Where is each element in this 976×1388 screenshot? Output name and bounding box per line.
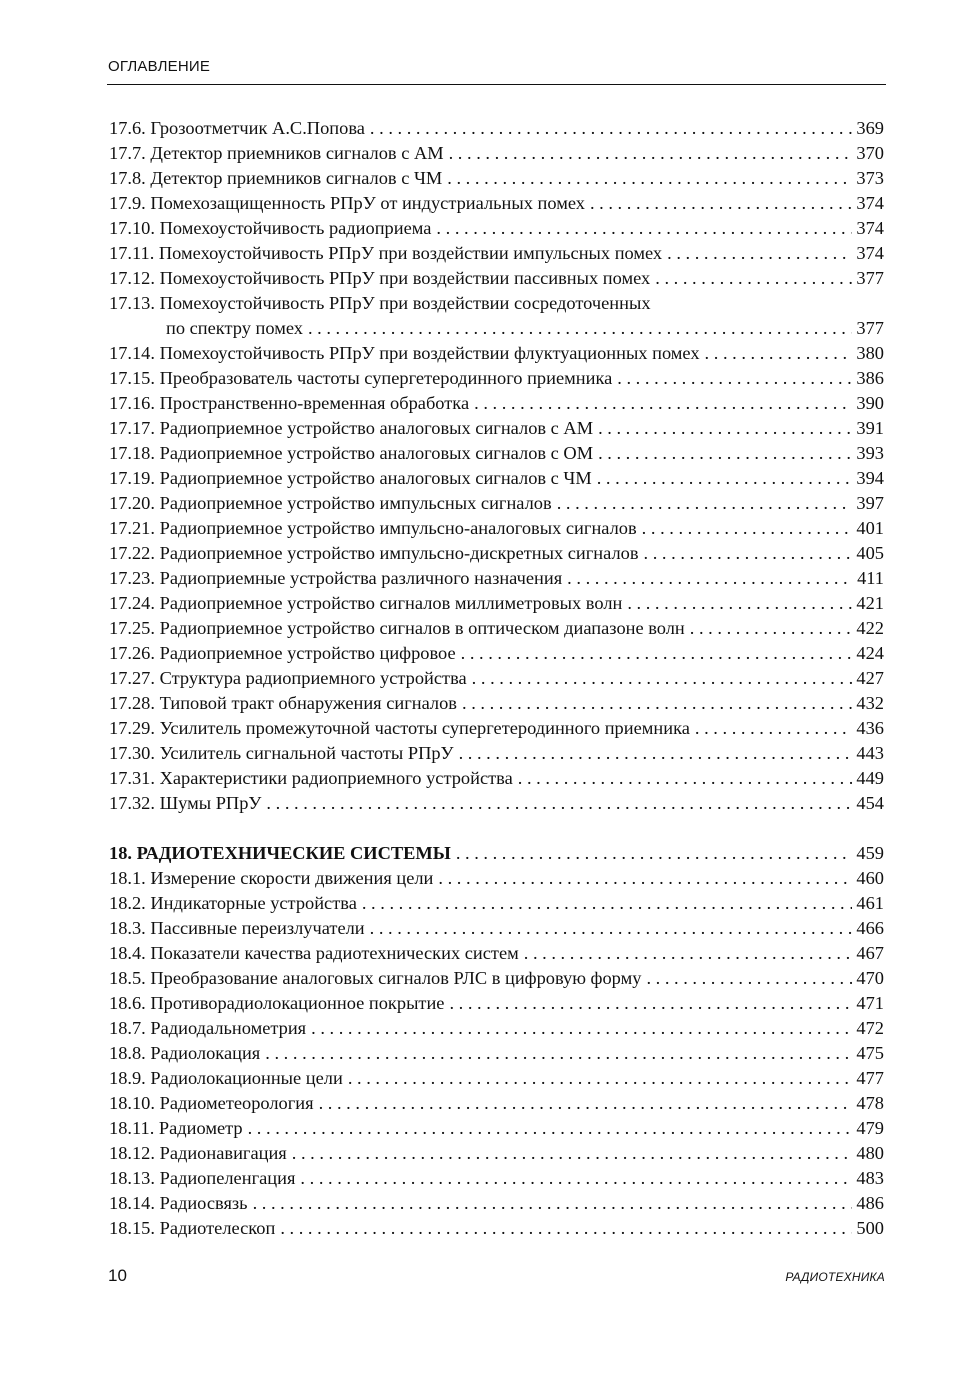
dot-leader (253, 1191, 853, 1216)
toc-entry (109, 166, 884, 191)
dot-leader (590, 191, 852, 216)
toc-entry-number: 17.21. (109, 518, 155, 538)
toc-entry (109, 716, 884, 741)
toc-entry-page: 486 (856, 1193, 884, 1213)
dot-leader (655, 266, 852, 291)
dot-leader (524, 941, 853, 966)
toc-entry-page: 391 (856, 418, 884, 438)
toc-entry-number: 18.4. (109, 943, 146, 963)
toc-entry-page: 466 (856, 918, 884, 938)
toc-entry-number: 17.12. (109, 268, 155, 288)
toc-entry-title: Структура радиоприемного устройства (159, 668, 467, 688)
dot-leader (436, 216, 852, 241)
toc-entry-title: Радиоприемное устройство сигналов миллиметровых волн (159, 593, 623, 613)
toc-entry-number: 17.24. (109, 593, 155, 613)
toc-entry-page: 436 (856, 718, 884, 738)
toc-entry-number: 18.6. (109, 993, 146, 1013)
toc-entry-title: Помехозащищенность РПрУ от индустриальных помех (150, 193, 585, 213)
dot-leader (370, 116, 852, 141)
toc-entry-title: Детектор приемников сигналов с АМ (150, 143, 444, 163)
toc-entry-number: 17.32. (109, 793, 155, 813)
toc-entry (109, 1016, 884, 1041)
toc-entry-number: 18.14. (109, 1193, 155, 1213)
toc-entry (109, 541, 884, 566)
toc-entry-number: 17.19. (109, 468, 155, 488)
dot-leader (567, 566, 853, 591)
toc-entry (109, 866, 884, 891)
toc-entry-title: Усилитель сигнальной частоты РПрУ (159, 743, 454, 763)
toc-entry-page: 380 (856, 343, 884, 363)
toc-entry-title: Радиоприемное устройство аналоговых сигналов с ОМ (159, 443, 594, 463)
toc-entry-number: 17.31. (109, 768, 155, 788)
header-rule (107, 84, 886, 85)
toc-entry (109, 666, 884, 691)
toc-entry-number: 18.15. (109, 1218, 155, 1238)
toc-entry-page: 394 (856, 468, 884, 488)
toc-entry-page: 401 (856, 518, 884, 538)
toc-entry-title: Радиопеленгация (159, 1168, 296, 1188)
running-head: ОГЛАВЛЕНИЕ (108, 58, 211, 75)
toc-entry (109, 966, 884, 991)
dot-leader (280, 1216, 852, 1241)
toc-entry-number: 17.16. (109, 393, 155, 413)
toc-entry-title: Радиоприемное устройство аналоговых сигналов с АМ (159, 418, 594, 438)
dot-leader (705, 341, 853, 366)
toc-entry (109, 591, 884, 616)
dot-leader (319, 1091, 853, 1116)
toc-entry-page: 374 (856, 218, 884, 238)
toc-entry-page: 374 (856, 243, 884, 263)
dot-leader (308, 316, 852, 341)
toc-entry-page: 460 (856, 868, 884, 888)
toc-entry-title: Радиоприемное устройство импульсно-дискретных сигналов (159, 543, 639, 563)
dot-leader (438, 866, 852, 891)
dot-leader (695, 716, 853, 741)
toc-entry-page: 461 (856, 893, 884, 913)
page-number: 10 (108, 1266, 127, 1285)
toc-entry (109, 991, 884, 1016)
toc-entry-number: 17.15. (109, 368, 155, 388)
toc-entry (109, 641, 884, 666)
toc-entry-page: 386 (856, 368, 884, 388)
dot-leader (292, 1141, 853, 1166)
toc-entry-page: 443 (856, 743, 884, 763)
dot-leader (598, 441, 852, 466)
dot-leader (462, 691, 852, 716)
toc-entry-title: Радионавигация (159, 1143, 287, 1163)
toc-entry-number: 18.3. (109, 918, 146, 938)
toc-entry-title: Преобразование аналоговых сигналов РЛС в цифровую форму (150, 968, 642, 988)
toc-entry-number: 18. (109, 843, 132, 863)
toc-entry-title: Радиосвязь (159, 1193, 248, 1213)
toc-entry-title: Шумы РПрУ (159, 793, 262, 813)
toc-entry-title: Радиоприемное устройство аналоговых сигналов с ЧМ (159, 468, 592, 488)
toc-entry-page: 390 (856, 393, 884, 413)
toc-entry (109, 116, 884, 141)
toc-entry-number: 18.5. (109, 968, 146, 988)
toc-entry (109, 366, 884, 391)
toc-entry (109, 791, 884, 816)
toc-entry (109, 741, 884, 766)
toc-entry (109, 916, 884, 941)
toc-entry (109, 891, 884, 916)
toc-entry-number: 17.8. (109, 168, 146, 188)
toc-entry-number: 17.13. (109, 293, 155, 313)
toc-entry-title: Радиоприемное устройство сигналов в оптическом диапазоне волн (159, 618, 685, 638)
toc-entry-title: Помехоустойчивость РПрУ при воздействии пассивных помех (159, 268, 651, 288)
toc-entry-title: Показатели качества радиотехнических систем (150, 943, 519, 963)
toc-entry (109, 466, 884, 491)
dot-leader (348, 1066, 853, 1091)
toc-entry-title: Индикаторные устройства (150, 893, 357, 913)
toc-entry (109, 216, 884, 241)
dot-leader (667, 241, 852, 266)
toc-entry-title: Радиоприемные устройства различного назначения (159, 568, 563, 588)
toc-entry-title: Детектор приемников сигналов с ЧМ (150, 168, 443, 188)
toc-entry-number: 17.25. (109, 618, 155, 638)
toc-entry-title: Пассивные переизлучатели (150, 918, 365, 938)
dot-leader (459, 741, 853, 766)
toc-entry-number: 17.30. (109, 743, 155, 763)
toc-entry (109, 1066, 884, 1091)
toc-entry-page: 479 (856, 1118, 884, 1138)
dot-leader (449, 991, 852, 1016)
toc-entry (109, 341, 884, 366)
dot-leader (472, 666, 853, 691)
toc-entry-number: 18.2. (109, 893, 146, 913)
toc-entry (109, 141, 884, 166)
dot-leader (449, 141, 853, 166)
toc-entry-page: 459 (856, 843, 884, 863)
toc-entry (109, 1041, 884, 1066)
toc-entry-page: 411 (857, 568, 884, 588)
dot-leader (456, 841, 853, 866)
toc-entry-page: 500 (856, 1218, 884, 1238)
toc-entry (109, 491, 884, 516)
toc-entry-page: 377 (856, 268, 884, 288)
toc-entry-number: 18.1. (109, 868, 146, 888)
toc-entry-page: 427 (856, 668, 884, 688)
toc-entry-page: 377 (856, 318, 884, 338)
toc-entry-title: Характеристики радиоприемного устройства (159, 768, 513, 788)
toc-entry-title: Помехоустойчивость РПрУ при воздействии сосредоточенных (159, 293, 651, 313)
toc-entry-title: Радиодальнометрия (150, 1018, 307, 1038)
toc-entry (109, 1141, 884, 1166)
dot-leader (311, 1016, 852, 1041)
toc-entry-page: 483 (856, 1168, 884, 1188)
toc-entry-title: Преобразователь частоты супергетеродинного приемника (159, 368, 613, 388)
toc-entry-title: Усилитель промежуточной частоты супергетеродинного приемника (159, 718, 690, 738)
toc-entry-page: 432 (856, 693, 884, 713)
toc-entry-number: 18.12. (109, 1143, 155, 1163)
dot-leader (461, 641, 853, 666)
toc-entry-title: по спектру помех (166, 318, 303, 338)
toc-entry-page: 475 (856, 1043, 884, 1063)
toc-entry-number: 18.9. (109, 1068, 146, 1088)
toc-entry-title: Помехоустойчивость РПрУ при воздействии флуктуационных помех (159, 343, 700, 363)
dot-leader (518, 766, 853, 791)
toc-entry-title: Радиолокационные цели (150, 1068, 343, 1088)
toc-entry-number: 17.29. (109, 718, 155, 738)
toc-entry (109, 391, 884, 416)
toc-entry-page: 454 (856, 793, 884, 813)
toc-entry-page: 449 (856, 768, 884, 788)
toc-entry-page: 374 (856, 193, 884, 213)
toc-entry (109, 616, 884, 641)
toc-entry-title: Измерение скорости движения цели (150, 868, 434, 888)
toc-entry-number: 17.22. (109, 543, 155, 563)
toc-entry-title: Помехоустойчивость радиоприема (159, 218, 432, 238)
toc-entry-number: 17.11. (109, 243, 155, 263)
dot-leader (447, 166, 852, 191)
toc-entry-title: Радиометр (158, 1118, 243, 1138)
dot-leader (362, 891, 853, 916)
toc-entry-page: 397 (856, 493, 884, 513)
toc-entry-number: 17.27. (109, 668, 155, 688)
toc-entry-page: 471 (856, 993, 884, 1013)
toc-entry (109, 1166, 884, 1191)
toc-entry-title: РАДИОТЕХНИЧЕСКИЕ СИСТЕМЫ (136, 843, 451, 863)
table-of-contents (109, 116, 884, 1241)
toc-entry-title: Помехоустойчивость РПрУ при воздействии импульсных помех (158, 243, 663, 263)
toc-entry-number: 17.28. (109, 693, 155, 713)
toc-entry-number: 18.11. (109, 1118, 155, 1138)
toc-entry-number: 18.7. (109, 1018, 146, 1038)
dot-leader (300, 1166, 852, 1191)
footer-book-title: РАДИОТЕХНИКА (785, 1270, 885, 1284)
toc-entry-title: Грозоотметчик А.С.Попова (150, 118, 365, 138)
toc-entry-page: 480 (856, 1143, 884, 1163)
dot-leader (266, 791, 852, 816)
toc-entry-number: 17.26. (109, 643, 155, 663)
toc-entry-title: Типовой тракт обнаружения сигналов (159, 693, 457, 713)
toc-entry-page: 422 (856, 618, 884, 638)
toc-entry-page: 370 (856, 143, 884, 163)
toc-entry-page: 421 (856, 593, 884, 613)
toc-entry (109, 1116, 884, 1141)
toc-entry-title: Радиоприемное устройство цифровое (159, 643, 456, 663)
toc-entry-number: 17.14. (109, 343, 155, 363)
dot-leader (597, 466, 853, 491)
toc-entry (109, 291, 884, 316)
toc-entry-number: 17.23. (109, 568, 155, 588)
toc-entry-number: 17.9. (109, 193, 146, 213)
dot-leader (644, 541, 853, 566)
dot-leader (617, 366, 852, 391)
toc-entry-title: Радиометеорология (159, 1093, 314, 1113)
dot-leader (642, 516, 853, 541)
toc-entry-page: 369 (856, 118, 884, 138)
dot-leader (370, 916, 853, 941)
toc-entry-number: 17.10. (109, 218, 155, 238)
toc-entry (109, 691, 884, 716)
toc-entry (109, 416, 884, 441)
dot-leader (627, 591, 852, 616)
toc-entry (109, 766, 884, 791)
toc-entry-title: Радиолокация (150, 1043, 261, 1063)
toc-entry-number: 17.17. (109, 418, 155, 438)
dot-leader (248, 1116, 853, 1141)
toc-entry (109, 191, 884, 216)
toc-entry-title: Радиоприемное устройство импульсно-аналоговых сигналов (159, 518, 637, 538)
toc-entry (109, 941, 884, 966)
toc-entry-number: 18.8. (109, 1043, 146, 1063)
toc-entry (109, 566, 884, 591)
dot-leader (265, 1041, 852, 1066)
toc-entry-number: 17.6. (109, 118, 146, 138)
toc-entry-page: 373 (856, 168, 884, 188)
dot-leader (690, 616, 853, 641)
toc-entry-title: Радиоприемное устройство импульсных сигналов (159, 493, 552, 513)
toc-entry-page: 405 (856, 543, 884, 563)
toc-entry (109, 316, 884, 341)
toc-entry (109, 516, 884, 541)
toc-entry-title: Пространственно-временная обработка (159, 393, 470, 413)
toc-entry (109, 266, 884, 291)
toc-entry-title: Радиотелескоп (159, 1218, 276, 1238)
toc-entry (109, 441, 884, 466)
dot-leader (557, 491, 853, 516)
toc-entry (109, 241, 884, 266)
dot-leader (474, 391, 852, 416)
toc-entry-page: 467 (856, 943, 884, 963)
toc-entry-number: 18.10. (109, 1093, 155, 1113)
toc-entry-page: 472 (856, 1018, 884, 1038)
toc-chapter-entry (109, 841, 884, 866)
toc-entry-number: 17.20. (109, 493, 155, 513)
toc-entry-page: 424 (856, 643, 884, 663)
dot-leader (646, 966, 852, 991)
toc-entry-page: 478 (856, 1093, 884, 1113)
toc-entry (109, 1191, 884, 1216)
toc-entry-number: 18.13. (109, 1168, 155, 1188)
toc-entry (109, 1216, 884, 1241)
toc-entry-number: 17.7. (109, 143, 146, 163)
toc-entry-title: Противорадиолокационное покрытие (150, 993, 445, 1013)
toc-entry (109, 1091, 884, 1116)
toc-entry-number: 17.18. (109, 443, 155, 463)
toc-entry-page: 477 (856, 1068, 884, 1088)
toc-entry-page: 470 (856, 968, 884, 988)
toc-entry-page: 393 (856, 443, 884, 463)
dot-leader (598, 416, 852, 441)
